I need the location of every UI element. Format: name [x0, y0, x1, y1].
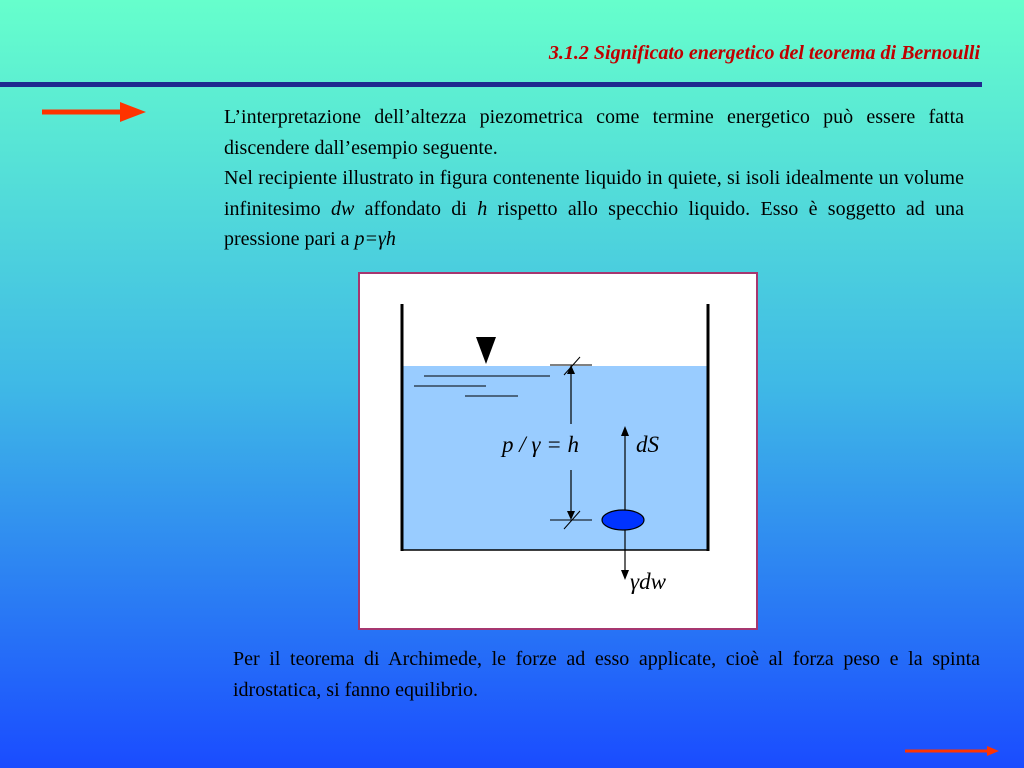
ds-label: dS: [636, 432, 659, 457]
next-slide-arrow-icon[interactable]: [903, 743, 1003, 759]
pressure-formula: p=γh: [354, 228, 396, 250]
container-figure: [358, 272, 758, 630]
sentence-part: Nel recipiente illustrato in figura contenente liquido in quiete, si isoli idealmente un volume infinitesimo: [224, 167, 964, 220]
pressure-head-label: p / γ = h: [502, 432, 579, 457]
conclusion-paragraph: Per il teorema di Archimede, le forze ad esso applicate, cioè al forza peso e la spinta idrostatica, si fanno equilibrio.: [233, 648, 980, 701]
intro-sentence-1: L’interpretazione dell’altezza piezometrica come termine energetico può essere fatta discendere dall’esempio seguente.: [224, 106, 964, 159]
sentence-part: rispetto allo specchio liquido. Esso è soggetto ad una pressione pari a: [224, 197, 965, 250]
infinitesimal-volume: [602, 510, 644, 530]
weight-label: γdw: [630, 569, 666, 594]
container-diagram: [360, 274, 760, 632]
intro-sentence-2: [224, 167, 964, 250]
intro-paragraph: [224, 102, 964, 255]
pointer-arrow-icon: [40, 100, 150, 124]
h-symbol: h: [477, 197, 488, 220]
free-surface-marker-icon: [476, 337, 496, 364]
weight-arrowhead-icon: [621, 570, 629, 580]
sentence-part: affondato di: [354, 197, 478, 220]
dw-symbol: dw: [331, 197, 355, 220]
liquid-body: [402, 366, 708, 550]
slide-title: 3.1.2 Significato energetico del teorema di Bernoulli: [548, 42, 980, 64]
title-underline: [0, 82, 982, 87]
